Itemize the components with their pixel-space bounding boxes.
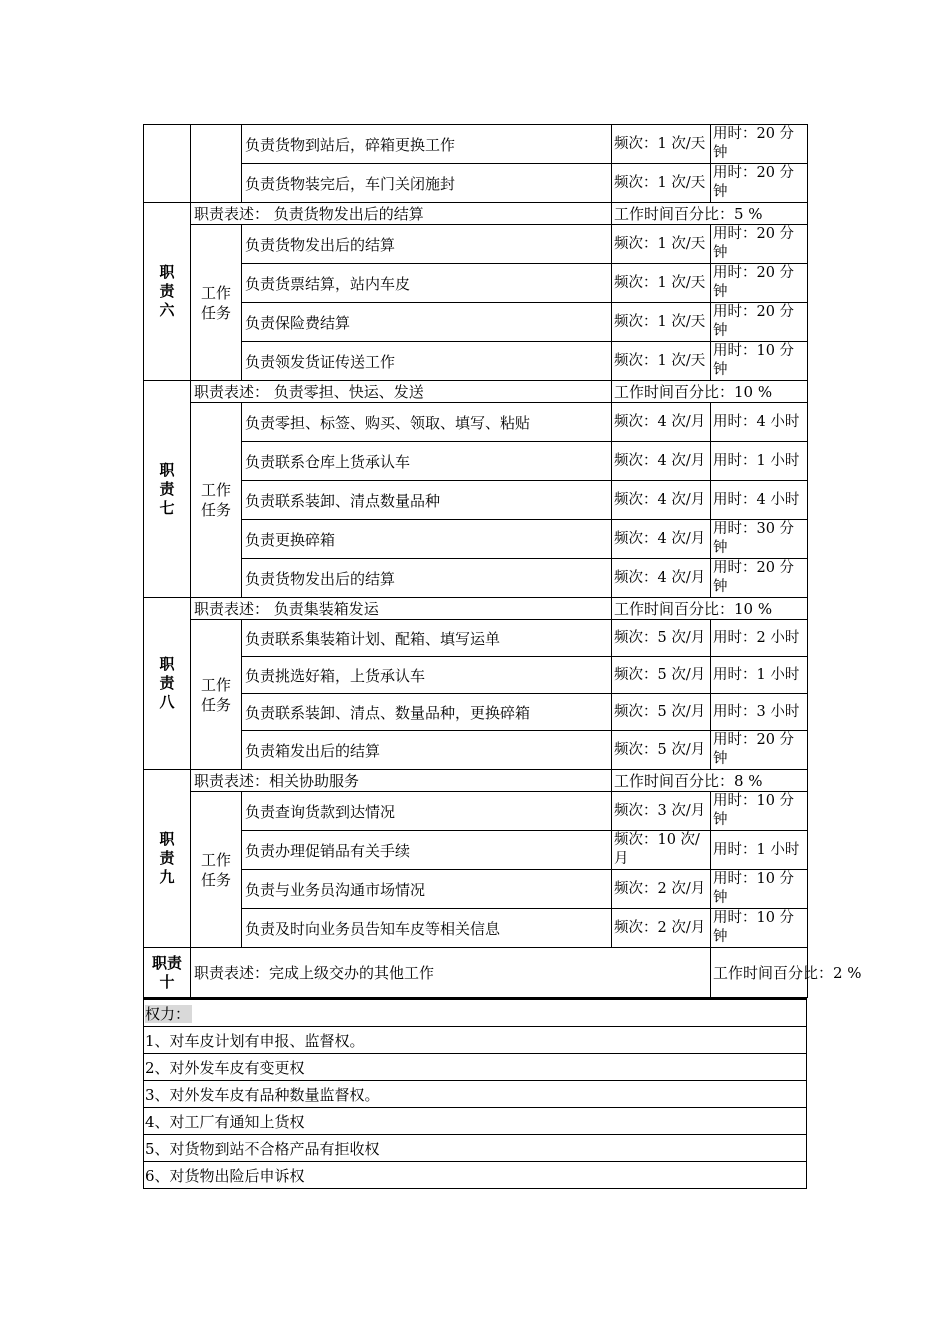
duty-statement-row <box>144 770 808 792</box>
task-frequency: 频次：1 次/天 <box>612 164 711 203</box>
task-frequency: 频次：4 次/月 <box>612 559 711 598</box>
task-frequency: 频次：5 次/月 <box>612 731 711 770</box>
task-row <box>144 909 808 948</box>
task-frequency: 频次：1 次/天 <box>612 225 711 264</box>
task-text: 负责办理促销品有关手续 <box>242 831 612 870</box>
task-row <box>144 870 808 909</box>
task-row <box>144 225 808 264</box>
power-item: 2、对外发车皮有变更权 <box>144 1054 807 1081</box>
task-label <box>191 403 242 598</box>
time-percent: 工作时间百分比：10 % <box>612 598 808 620</box>
task-text: 负责联系集装箱计划、配箱、填写运单 <box>242 620 612 657</box>
time-percent: 工作时间百分比：5 % <box>612 203 808 225</box>
duty-label-text: 职责六 <box>159 263 175 319</box>
task-frequency: 频次：3 次/月 <box>612 792 711 831</box>
task-duration: 用时：4 小时 <box>711 481 808 520</box>
power-item: 6、对货物出险后申诉权 <box>144 1162 807 1189</box>
task-text: 负责联系装卸、清点数量品种 <box>242 481 612 520</box>
task-duration: 用时：10 分钟 <box>711 792 808 831</box>
duty-statement-row <box>144 381 808 403</box>
task-label-text: 工作任务 <box>200 850 231 889</box>
task-row <box>144 442 808 481</box>
task-row <box>144 264 808 303</box>
task-text: 负责零担、标签、购买、领取、填写、粘贴 <box>242 403 612 442</box>
task-duration: 用时：30 分钟 <box>711 520 808 559</box>
power-item-row <box>144 1162 807 1189</box>
task-frequency: 频次：1 次/天 <box>612 303 711 342</box>
task-frequency: 频次：5 次/月 <box>612 694 711 731</box>
task-row <box>144 303 808 342</box>
duty-label <box>144 598 191 770</box>
task-duration: 用时：20 分钟 <box>711 264 808 303</box>
duty-label <box>144 770 191 948</box>
task-text: 负责货物发出后的结算 <box>242 225 612 264</box>
task-duration: 用时：10 分钟 <box>711 870 808 909</box>
task-text: 负责货票结算，站内车皮 <box>242 264 612 303</box>
duty-statement: 职责表述： 负责零担、快运、发送 <box>191 381 612 403</box>
power-item: 5、对货物到站不合格产品有拒收权 <box>144 1135 807 1162</box>
task-duration: 用时：20 分钟 <box>711 125 808 164</box>
task-frequency: 频次：4 次/月 <box>612 520 711 559</box>
duty-label <box>144 381 191 598</box>
duty-label-cont <box>144 125 191 203</box>
duty-row <box>144 948 808 998</box>
duty-statement-row <box>144 598 808 620</box>
power-item-row <box>144 1108 807 1135</box>
task-duration: 用时：20 分钟 <box>711 225 808 264</box>
task-duration: 用时：20 分钟 <box>711 164 808 203</box>
duty-statement: 职责表述： 负责货物发出后的结算 <box>191 203 612 225</box>
task-row <box>144 125 808 164</box>
task-label <box>191 792 242 948</box>
power-item-row <box>144 1081 807 1108</box>
job-description-sheet <box>143 124 862 1189</box>
task-duration: 用时：1 小时 <box>711 442 808 481</box>
powers-table <box>143 998 807 1189</box>
task-label <box>191 225 242 381</box>
task-row <box>144 342 808 381</box>
task-row <box>144 520 808 559</box>
time-percent: 工作时间百分比：2 % <box>711 948 808 998</box>
power-item-row <box>144 1027 807 1054</box>
duty-label-text: 职责八 <box>159 655 175 711</box>
task-text: 负责联系装卸、清点、数量品种，更换碎箱 <box>242 694 612 731</box>
task-label-text: 工作任务 <box>200 481 231 519</box>
task-text: 负责查询货款到达情况 <box>242 792 612 831</box>
powers-title: 权力： <box>145 1004 191 1023</box>
task-row <box>144 481 808 520</box>
task-text: 负责货物装完后，车门关闭施封 <box>242 164 612 203</box>
task-frequency: 频次：2 次/月 <box>612 870 711 909</box>
powers-header-row <box>144 999 807 1027</box>
duty-label-text: 职责九 <box>159 830 175 886</box>
task-duration: 用时：20 分钟 <box>711 731 808 770</box>
duty-statement: 职责表述： 负责集装箱发运 <box>191 598 612 620</box>
task-row <box>144 403 808 442</box>
duty-label-text: 职责七 <box>159 460 175 517</box>
power-item-row <box>144 1054 807 1081</box>
task-duration: 用时：4 小时 <box>711 403 808 442</box>
task-label-text: 工作任务 <box>200 675 231 714</box>
duty-label-text: 职责十 <box>151 953 182 991</box>
power-item: 3、对外发车皮有品种数量监督权。 <box>144 1081 807 1108</box>
task-duration: 用时：10 分钟 <box>711 342 808 381</box>
task-frequency: 频次：5 次/月 <box>612 657 711 694</box>
task-duration: 用时：10 分钟 <box>711 909 808 948</box>
task-duration: 用时：1 小时 <box>711 831 808 870</box>
task-row <box>144 657 808 694</box>
task-frequency: 频次：10 次/月 <box>612 831 711 870</box>
power-item: 4、对工厂有通知上货权 <box>144 1108 807 1135</box>
task-label-text: 工作任务 <box>200 283 231 322</box>
task-text: 负责与业务员沟通市场情况 <box>242 870 612 909</box>
task-frequency: 频次：1 次/天 <box>612 125 711 164</box>
task-text: 负责更换碎箱 <box>242 520 612 559</box>
task-text: 负责箱发出后的结算 <box>242 731 612 770</box>
task-row <box>144 792 808 831</box>
duties-table <box>143 124 862 998</box>
task-row <box>144 620 808 657</box>
task-duration: 用时：3 小时 <box>711 694 808 731</box>
task-duration: 用时：2 小时 <box>711 620 808 657</box>
task-text: 负责货物发出后的结算 <box>242 559 612 598</box>
task-row <box>144 164 808 203</box>
task-frequency: 频次：4 次/月 <box>612 481 711 520</box>
task-duration: 用时：1 小时 <box>711 657 808 694</box>
time-percent: 工作时间百分比：8 % <box>612 770 808 792</box>
task-frequency: 频次：2 次/月 <box>612 909 711 948</box>
task-frequency: 频次：4 次/月 <box>612 403 711 442</box>
task-text: 负责挑选好箱，上货承认车 <box>242 657 612 694</box>
task-duration: 用时：20 分钟 <box>711 559 808 598</box>
task-row <box>144 694 808 731</box>
task-text: 负责货物到站后，碎箱更换工作 <box>242 125 612 164</box>
task-label-cont <box>191 125 242 203</box>
task-duration: 用时：20 分钟 <box>711 303 808 342</box>
task-text: 负责联系仓库上货承认车 <box>242 442 612 481</box>
time-percent: 工作时间百分比：10 % <box>612 381 808 403</box>
task-text: 负责领发货证传送工作 <box>242 342 612 381</box>
duty-statement: 职责表述：完成上级交办的其他工作 <box>191 948 711 998</box>
task-frequency: 频次：1 次/天 <box>612 264 711 303</box>
task-row <box>144 831 808 870</box>
task-text: 负责及时向业务员告知车皮等相关信息 <box>242 909 612 948</box>
task-label <box>191 620 242 770</box>
task-text: 负责保险费结算 <box>242 303 612 342</box>
duty-label <box>144 948 191 998</box>
task-frequency: 频次：1 次/天 <box>612 342 711 381</box>
power-item: 1、对车皮计划有申报、监督权。 <box>144 1027 807 1054</box>
task-row <box>144 559 808 598</box>
task-row <box>144 731 808 770</box>
duty-statement: 职责表述：相关协助服务 <box>191 770 612 792</box>
duty-statement-row <box>144 203 808 225</box>
task-frequency: 频次：5 次/月 <box>612 620 711 657</box>
task-frequency: 频次：4 次/月 <box>612 442 711 481</box>
power-item-row <box>144 1135 807 1162</box>
duty-label <box>144 203 191 381</box>
